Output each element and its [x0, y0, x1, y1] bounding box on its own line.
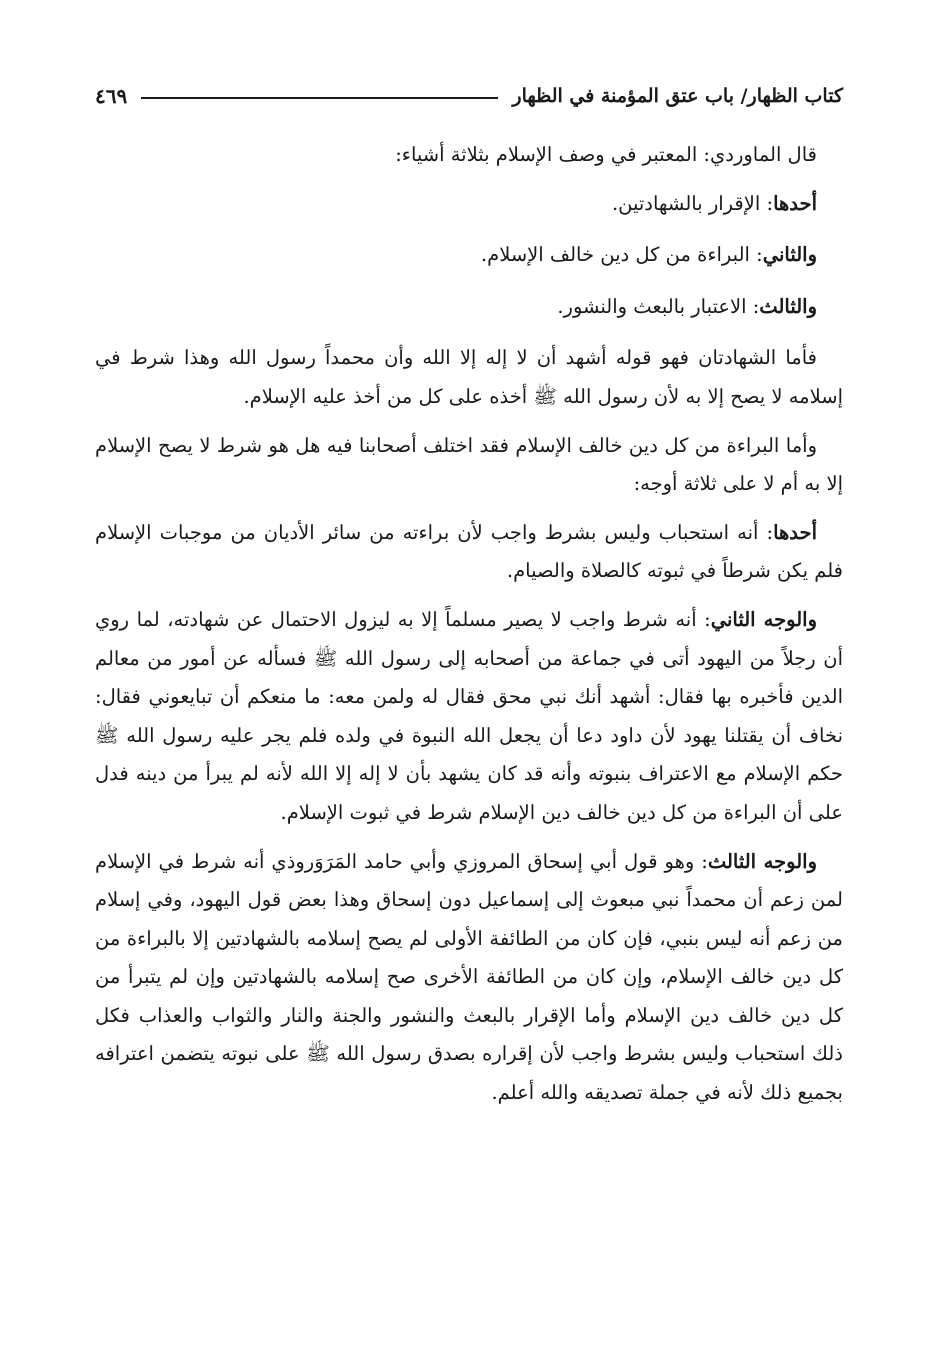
running-title: كتاب الظهار/ باب عتق المؤمنة في الظهار — [512, 85, 843, 107]
paragraph-text: : الإقرار بالشهادتين. — [611, 191, 774, 215]
paragraph-text: : أنه استحباب وليس بشرط واجب لأن براءته من سائر الأديان من موجبات الإسلام فلم يكن شرطاً في ثبوته كالصلاة والصيام. — [95, 520, 843, 583]
paragraph-text: : وهو قول أبي إسحاق المروزي وأبي حامد المَرَوَروذي أنه شرط في الإسلام لمن زعم أن محمداً نبي مبعوث إلى إسماعيل دون إسحاق وهذا بعض قول اليهود، وفي إسلام من زعم أنه ليس بنبي، فإن كان من الطائفة الأولى لم يصح إسلامه بالشهادتين إلا بالبراءة من كل دين خالف الإسلام، وإن كان من الطائفة الأخرى صح إسلامه بالشهادتين وإن لم يتبرأ من كل دين خالف دين الإسلام وأما الإقرار بالبعث والنشور والجنة والنار والثواب والعذاب فكل ذلك استحباب وليس بشرط واجب لأن إقراره بصدق رسول الله ﷺ على نبوته يتضمن اعترافه بجميع ذلك لأنه في جملة تصديقه والله أعلم. — [95, 849, 843, 1105]
paragraph-text: : البراءة من كل دين خالف الإسلام. — [480, 243, 763, 267]
paragraph-lead: والثاني — [762, 243, 817, 267]
paragraph-lead: والوجه الثاني — [710, 607, 817, 631]
paragraph-text: فأما الشهادتان فهو قوله أشهد أن لا إله إلا الله وأن محمداً رسول الله وهذا شرط في إسلامه لا يصح إلا به لأن رسول الله ﷺ أخذه على كل من أخذ عليه الإسلام. — [95, 346, 843, 408]
paragraph-lead: أحدها — [773, 191, 817, 215]
body-text — [95, 136, 843, 1123]
header-rule — [141, 97, 498, 99]
paragraph-text: قال الماوردي: المعتبر في وصف الإسلام بثلاثة أشياء: — [395, 143, 817, 166]
paragraph-lead: أحدها — [773, 520, 817, 544]
paragraph-first-view — [95, 514, 843, 591]
paragraph-second-view — [95, 601, 843, 833]
paragraph-lead: والثالث — [759, 294, 817, 318]
page-header — [95, 78, 843, 114]
paragraph-lead: والوجه الثالث — [707, 849, 817, 873]
list-item-third — [95, 288, 843, 327]
page-number: ٤٦٩ — [95, 84, 128, 108]
list-item-first — [95, 185, 843, 224]
paragraph-text: وأما البراءة من كل دين خالف الإسلام فقد اختلف أصحابنا فيه هل هو شرط لا يصح الإسلام إلا به أم لا على ثلاثة أوجه: — [95, 433, 843, 496]
paragraph-third-view — [95, 843, 843, 1113]
paragraph-intro — [95, 136, 843, 175]
list-item-second — [95, 236, 843, 275]
paragraph-baraah — [95, 427, 843, 504]
paragraph-text: : الاعتبار بالبعث والنشور. — [557, 294, 760, 318]
paragraph-shahadatan — [95, 339, 843, 416]
paragraph-text: : أنه شرط واجب لا يصير مسلماً إلا به ليزول الاحتمال عن شهادته، لما روي أن رجلاً من اليهود أتى في جماعة من أصحابه إلى رسول الله ﷺ فسأله عن أمور من معالم الدين فأخبره بها فقال: أشهد أنك نبي محق فقال له ولمن معه: ما منعكم أن تبايعوني فقال: نخاف أن يقتلنا يهود لأن داود دعا أن يجعل الله النبوة في ولده فلم يجر عليه رسول الله ﷺ حكم الإسلام مع الاعتراف بنبوته وأنه قد كان يشهد بأن لا إله إلا الله لأنه لم يبرأ من دينه فدل على أن البراءة من كل دين خالف دين الإسلام شرط في ثبوت الإسلام. — [95, 607, 843, 824]
